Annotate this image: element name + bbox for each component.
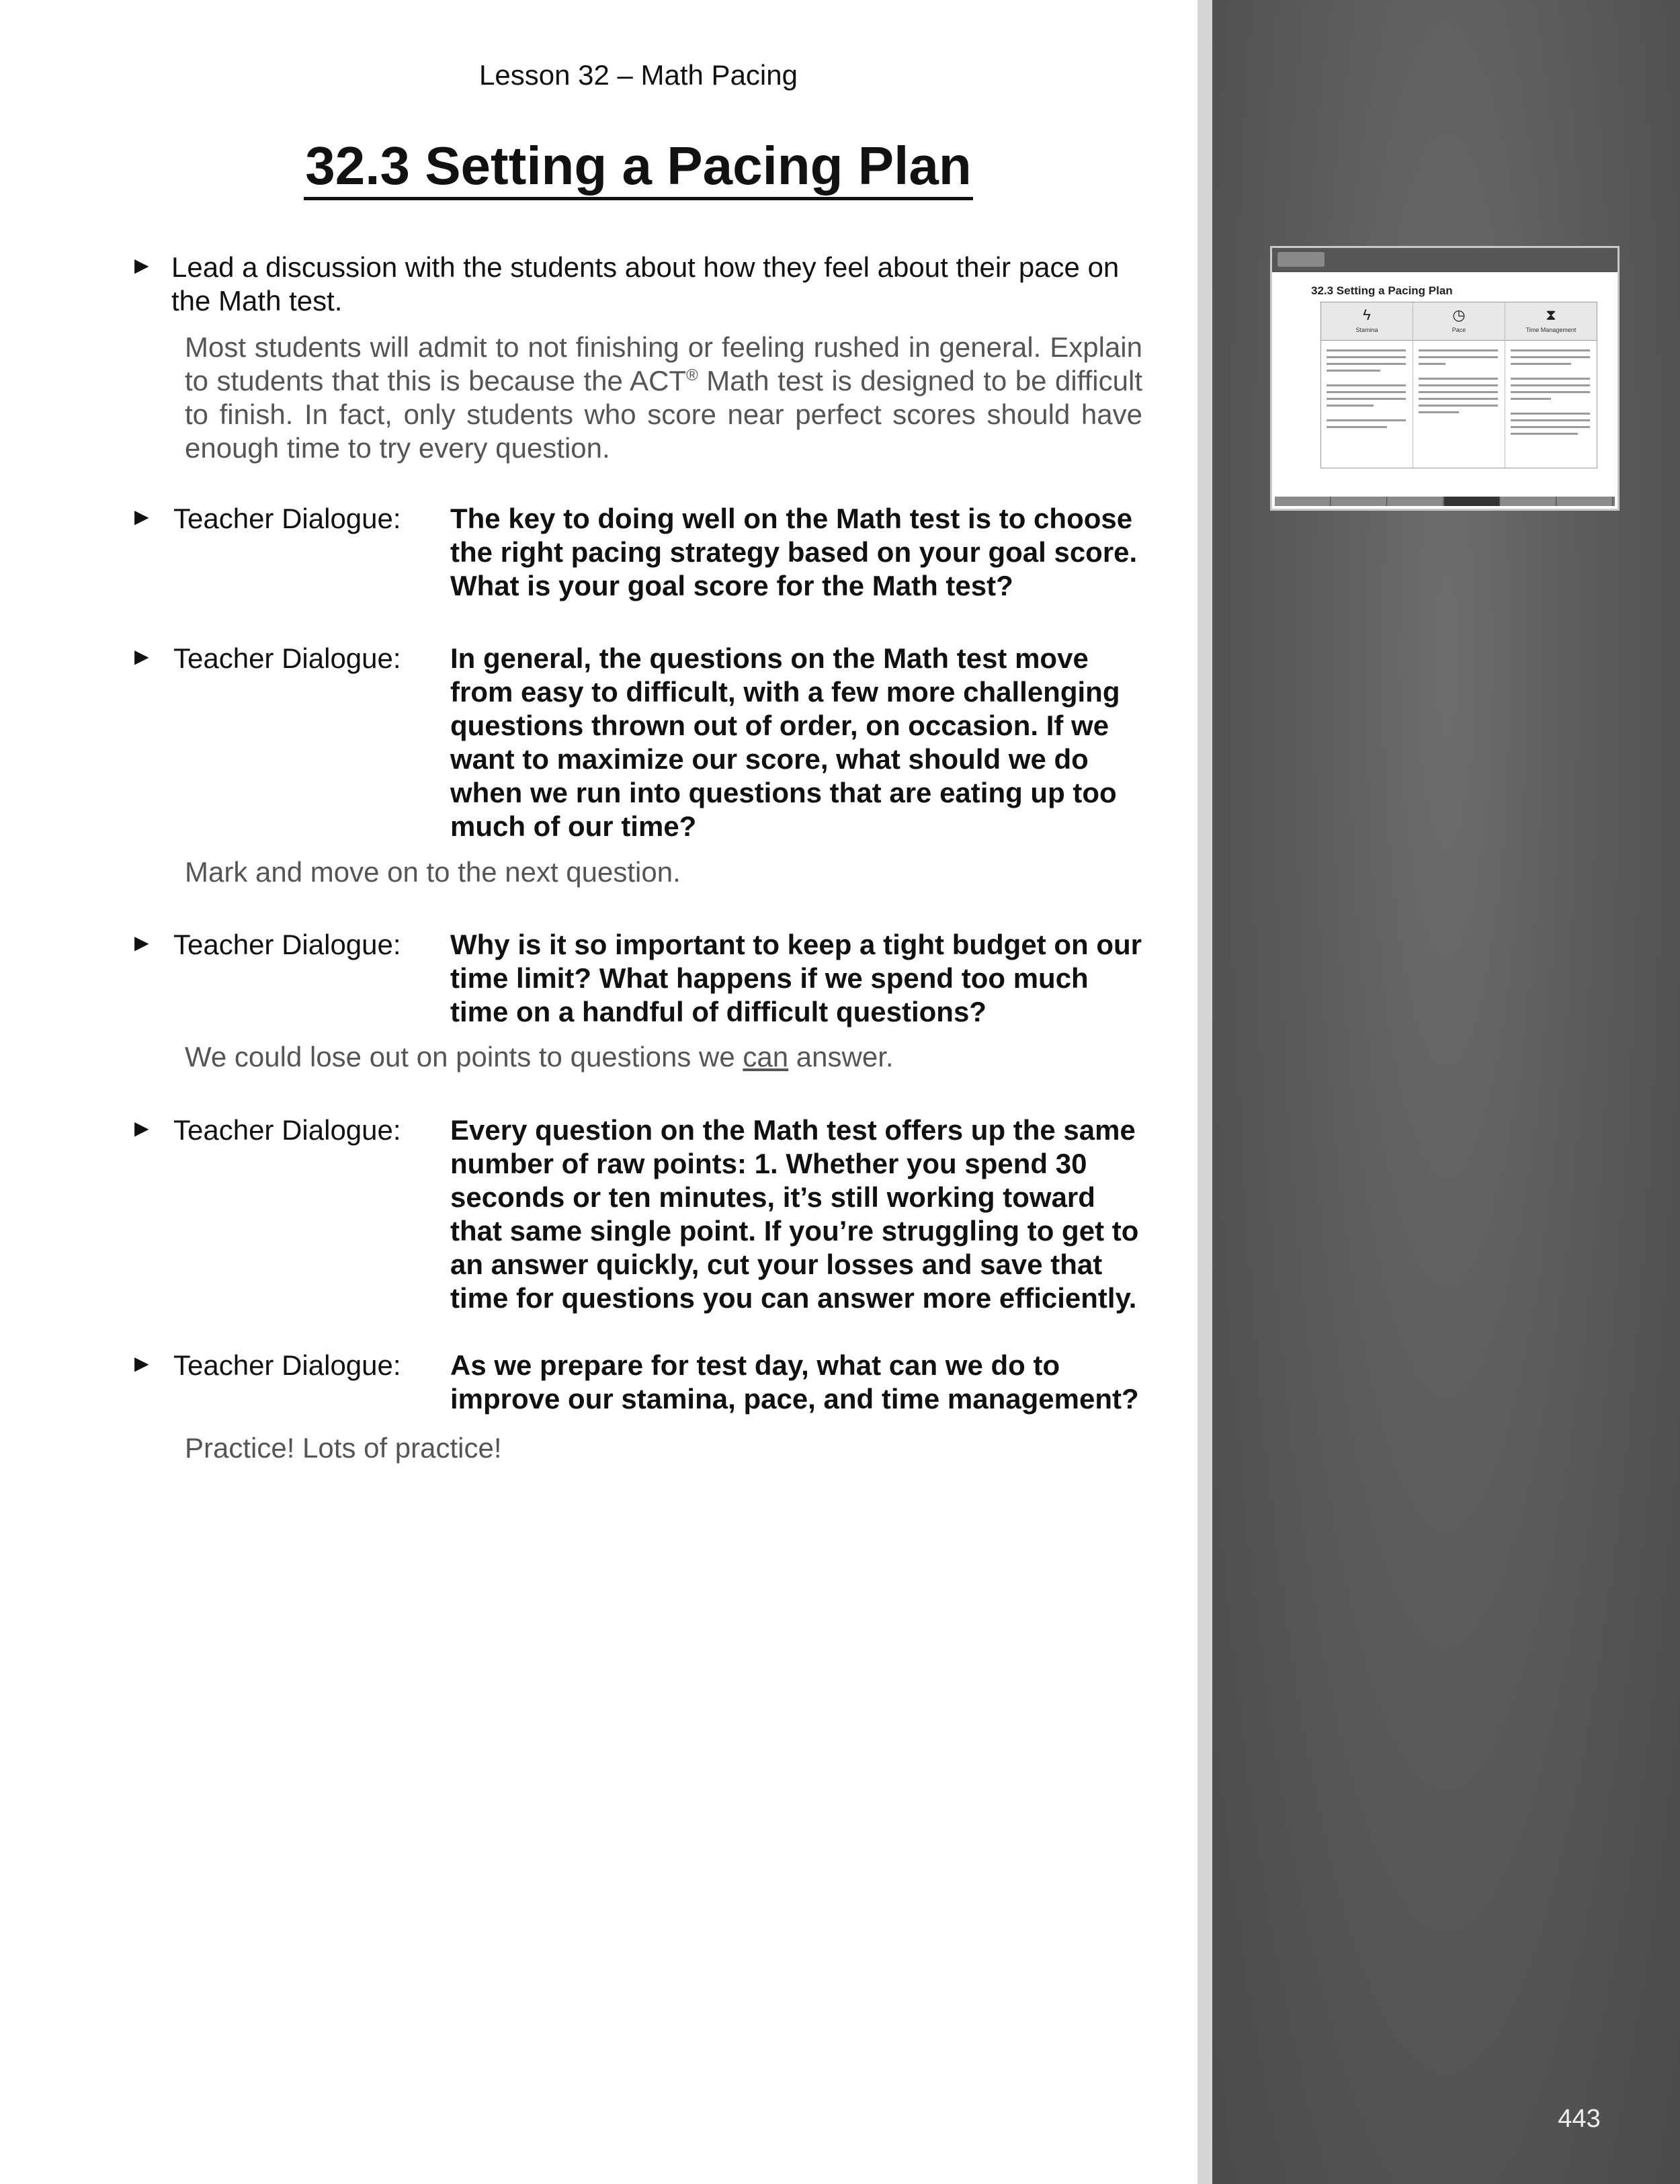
lightning-icon: ϟ — [1363, 306, 1371, 323]
dialogue-text: The key to doing well on the Math test is to choose the right pacing strategy based on your goal score. What is your goal score for the Math test? — [450, 503, 1138, 601]
dialogue-answer: Mark and move on to the next question. — [185, 856, 681, 888]
text-placeholder-line — [1511, 363, 1571, 365]
page-number: 443 — [1558, 2105, 1601, 2133]
text-placeholder-line — [1511, 391, 1590, 393]
text-placeholder-line — [1511, 419, 1590, 421]
slide-title: 32.3 Setting a Pacing Plan — [1311, 284, 1453, 297]
text-placeholder-line — [1511, 398, 1551, 400]
text-placeholder-line — [1419, 391, 1498, 393]
text-placeholder-line — [1419, 356, 1498, 358]
text-placeholder-line — [1327, 398, 1406, 400]
slide-column — [1505, 302, 1597, 468]
text-placeholder-line — [1419, 363, 1445, 365]
hourglass-icon: ⧗ — [1546, 306, 1556, 323]
bullet-icon: ▶ — [134, 932, 149, 953]
bullet-icon: ▶ — [134, 255, 149, 276]
text-placeholder-line — [1327, 370, 1380, 372]
slide-footer-tab — [1557, 497, 1613, 506]
text-placeholder-line — [1419, 349, 1498, 351]
text-placeholder-line — [1511, 384, 1590, 386]
text-placeholder-line — [1419, 405, 1498, 407]
bullet-icon: ▶ — [134, 506, 149, 527]
section-title-wrap — [0, 138, 1277, 200]
slide-column-title: Time Management — [1525, 327, 1577, 333]
dialogue-text: As we prepare for test day, what can we do to improve our stamina, pace, and time management? — [450, 1349, 1139, 1415]
slide-thumbnail — [1270, 246, 1620, 511]
text-placeholder-line — [1327, 363, 1406, 365]
text-placeholder-line — [1327, 384, 1406, 386]
text-placeholder-line — [1327, 349, 1406, 351]
text-placeholder-line — [1511, 426, 1590, 428]
slide-table — [1320, 302, 1597, 468]
answer-before: We could lose out on points to questions we — [185, 1041, 743, 1073]
text-placeholder-line — [1511, 413, 1590, 415]
text-placeholder-line — [1419, 411, 1459, 413]
intro-prompt: Lead a discussion with the students about how they feel about their pace on the Math test. — [171, 251, 1120, 317]
text-placeholder-line — [1327, 405, 1374, 407]
slide-footer-tab-active — [1444, 497, 1500, 506]
dialogue-label: Teacher Dialogue: — [173, 503, 401, 534]
text-placeholder-line — [1327, 426, 1387, 428]
dialogue-label: Teacher Dialogue: — [173, 642, 401, 674]
dialogue-text: In general, the questions on the Math test move from easy to difficult, with a few more challenging questions thrown out of order, on occasion. If we want to maximize our score, what should we do when we run into questions that are eating up too much of our time? — [450, 642, 1120, 842]
text-placeholder-line — [1511, 356, 1590, 358]
slide-footer-tab — [1501, 497, 1556, 506]
intro-answer-part1: Most students will admit to not finishing or feeling rushed in general. Explain to students that this is because the ACT — [185, 331, 1142, 396]
dialogue-label: Teacher Dialogue: — [173, 1349, 401, 1381]
slide-column — [1413, 302, 1505, 468]
bullet-icon: ▶ — [134, 1353, 149, 1374]
slide-footer-tab — [1275, 497, 1331, 506]
text-placeholder-line — [1511, 378, 1590, 380]
text-placeholder-line — [1327, 391, 1406, 393]
section-title: 32.3 Setting a Pacing Plan — [304, 138, 972, 200]
answer-after: answer. — [788, 1041, 894, 1073]
slide-column — [1321, 302, 1413, 468]
dialogue-answer: Practice! Lots of practice! — [185, 1432, 502, 1464]
slide-logo — [1277, 252, 1325, 267]
dialogue-text: Every question on the Math test offers up the same number of raw points: 1. Whether you spend 30 seconds or ten minutes, it’s still working toward that same single point. If you’re struggling to get to an answer quickly, cut your losses and save that time for questions you can answer more efficiently. — [450, 1114, 1139, 1314]
intro-answer-part2: Math test is designed to be difficult to finish. In fact, only students who score near perfect scores should have enough time to try every question. — [185, 365, 1142, 464]
text-placeholder-line — [1511, 349, 1590, 351]
lesson-header: Lesson 32 – Math Pacing — [479, 59, 798, 91]
text-placeholder-line — [1419, 378, 1498, 380]
text-placeholder-line — [1327, 419, 1406, 421]
stopwatch-icon: ◷ — [1452, 306, 1466, 323]
slide-column-title: Stamina — [1355, 327, 1378, 333]
answer-underlined: can — [743, 1041, 789, 1073]
bullet-icon: ▶ — [134, 646, 149, 667]
registered-mark: ® — [686, 366, 698, 384]
bullet-icon: ▶ — [134, 1118, 149, 1138]
slide-top-bar — [1272, 248, 1618, 272]
page-divider — [1198, 0, 1212, 2184]
intro-answer — [185, 331, 1142, 465]
text-placeholder-line — [1511, 433, 1578, 435]
slide-footer-tab — [1388, 497, 1443, 506]
slide-footer-tab — [1331, 497, 1387, 506]
dialogue-label: Teacher Dialogue: — [173, 1114, 401, 1146]
text-placeholder-line — [1419, 398, 1498, 400]
dialogue-text: Why is it so important to keep a tight budget on our time limit? What happens if we spend too much time on a handful of difficult questions? — [450, 929, 1142, 1027]
dialogue-answer — [185, 1040, 1142, 1074]
dialogue-label: Teacher Dialogue: — [173, 929, 401, 960]
text-placeholder-line — [1419, 384, 1498, 386]
text-placeholder-line — [1327, 356, 1406, 358]
slide-column-title: Pace — [1452, 327, 1466, 333]
